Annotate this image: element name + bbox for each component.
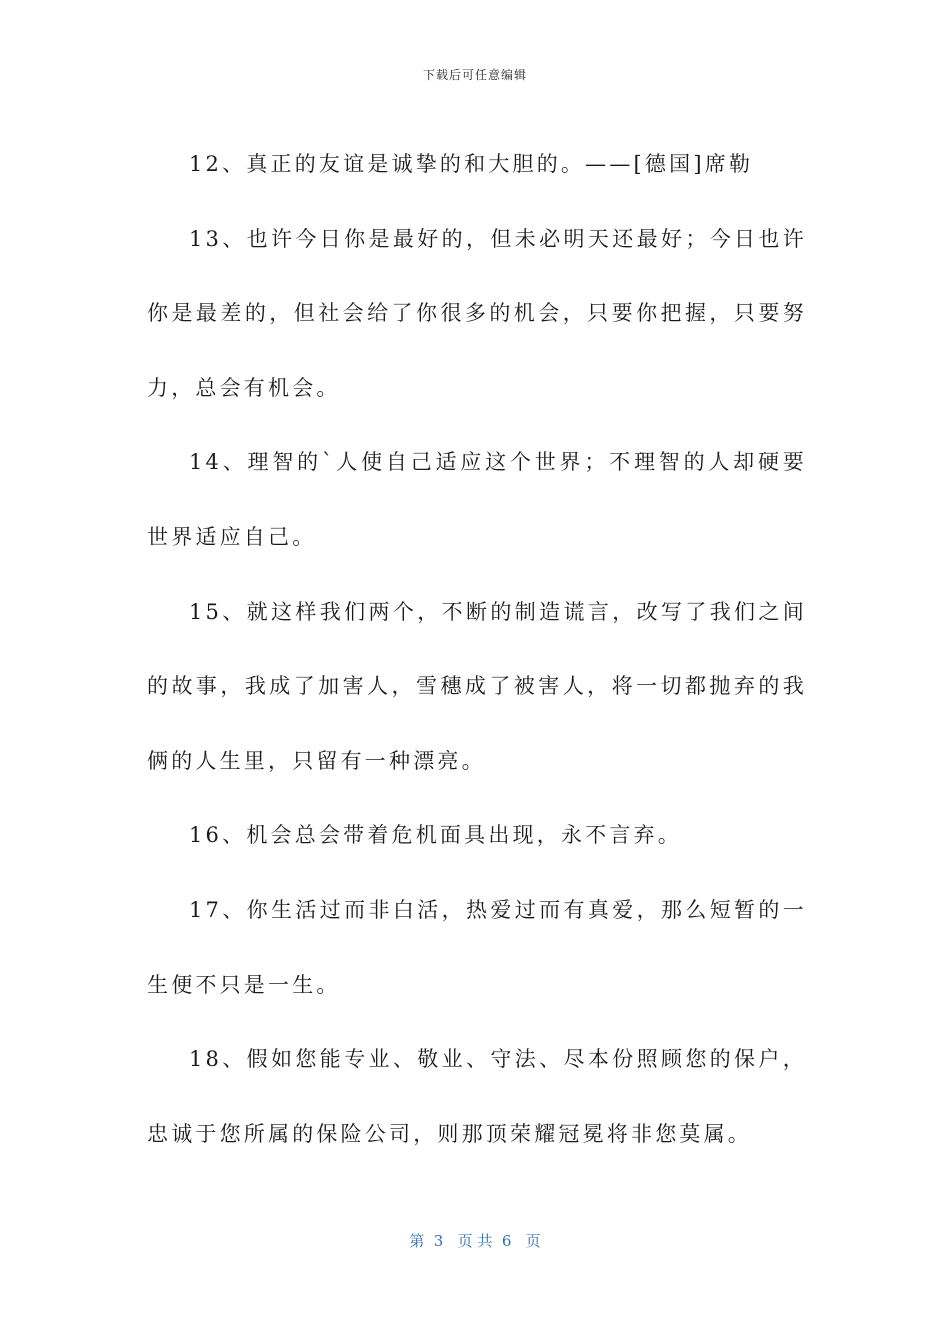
paragraph-12: 12、真正的友谊是诚挚的和大胆的。——[德国]席勒 xyxy=(189,152,754,176)
paragraph-17: 17、你生活过而非白活，热爱过而有真爱，那么短暂的一生便不只是一生。 xyxy=(147,897,807,997)
paragraph-14: 14、理智的`人使自己适应这个世界；不理智的人却硬要世界适应自己。 xyxy=(147,450,807,549)
page-header: 下载后可任意编辑 xyxy=(422,68,527,82)
paragraph-13: 13、也许今日你是最好的，但未必明天还最好；今日也许你是最差的，但社会给了你很多的机会，只要你把握，只要努力，总会有机会。 xyxy=(147,226,807,400)
page-footer: 第 3 页 共 6 页 xyxy=(409,1232,541,1250)
document-body xyxy=(147,127,807,1171)
paragraph-16: 16、机会总会带着危机面具出现，永不言弃。 xyxy=(189,823,682,848)
paragraph-18: 18、假如您能专业、敬业、守法、尽本份照顾您的保户，忠诚于您所属的保险公司，则那顶荣耀冠冕将非您莫属。 xyxy=(147,1047,807,1146)
paragraph-15: 15、就这样我们两个，不断的制造谎言，改写了我们之间的故事，我成了加害人，雪穗成了被害人，将一切都抛弃的我俩的人生里，只留有一种漂亮。 xyxy=(147,599,807,773)
